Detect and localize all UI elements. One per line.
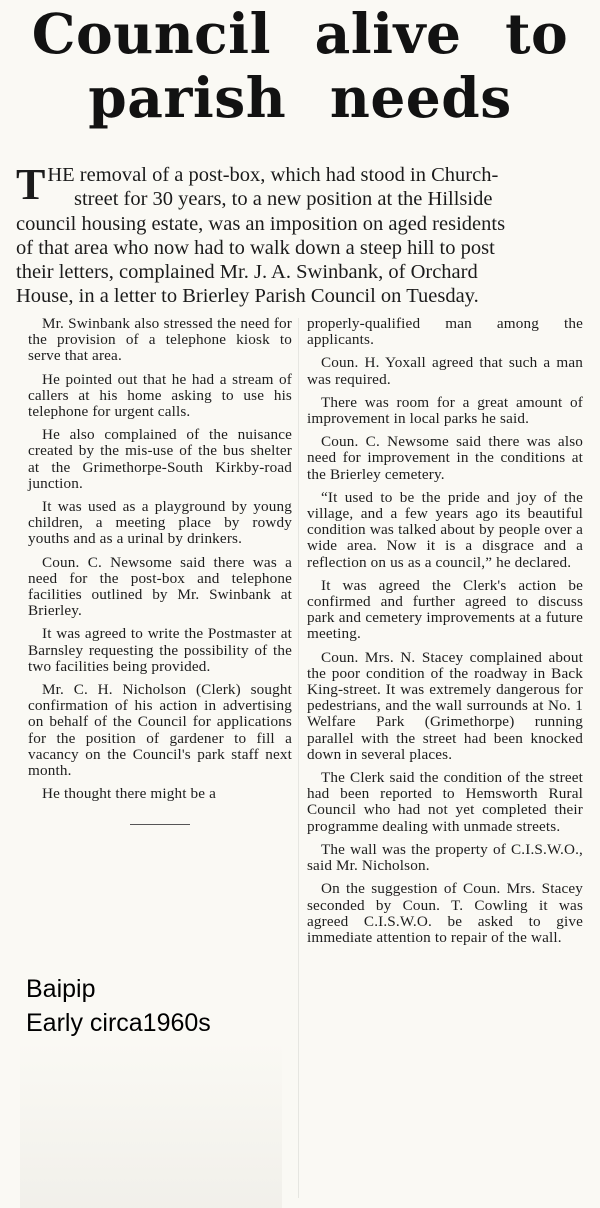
paragraph: The wall was the property of C.I.S.W.O., said Mr. Nicholson.: [307, 840, 583, 875]
lede-line: House, in a letter to Brierley Parish Council on Tuesday.: [16, 285, 479, 308]
paragraph: Coun. H. Yoxall agreed that such a man was required.: [307, 354, 583, 388]
lede-line: their letters, complained Mr. J. A. Swinbank, of Orchard: [16, 261, 478, 284]
paragraph: Coun. Mrs. N. Stacey complained about the poor condition of the roadway in Back King-street. It was extremely dangerous for pedestrians, and the wall surrounds at No. 1 Welfare Park (Grimethorpe) running parallel with the street had been knocked down in several places.: [307, 648, 583, 763]
paragraph: He also complained of the nuisance created by the mis-use of the bus shelter at the Grimethorpe-South Kirkby-road junction.: [28, 426, 292, 492]
caption-line-1: Baipip: [26, 975, 96, 1003]
lede-line: street for 30 years, to a new position at the Hillside: [74, 188, 493, 211]
lede-line: of that area who now had to walk down a steep hill to post: [16, 236, 495, 259]
paragraph: properly-qualified man among the applicants.: [307, 315, 583, 349]
drop-cap: T: [16, 160, 46, 209]
paragraph: Coun. C. Newsome said there was a need for the post-box and telephone facilities outlined by Mr. Swinbank at Brierley.: [28, 553, 292, 620]
paragraph: Mr. C. H. Nicholson (Clerk) sought confirmation of his action in advertising on behalf of the Council for applications for the position of gardener to fill a vacancy on the Council's park staff next month.: [28, 681, 292, 780]
paragraph: It was agreed the Clerk's action be confirmed and further agreed to discuss park and cemetery improvements at a future meeting.: [307, 576, 583, 643]
faded-bleed-area: [20, 1040, 282, 1208]
paragraph: The Clerk said the condition of the street had been reported to Hemsworth Rural Council who had not yet completed their programme dealing with unmade streets.: [307, 769, 583, 835]
paragraph: “It used to be the pride and joy of the village, and a few years ago its beautiful condition was talked about by people over a wide area. Now it is a disgrace and a reflection on us as a council,” he declared.: [307, 488, 583, 571]
lede-paragraph: [16, 160, 588, 309]
end-rule: [130, 824, 190, 825]
paragraph: On the suggestion of Coun. Mrs. Stacey seconded by Coun. T. Cowling it was agreed C.I.S.W.O. be asked to give immediate attention to repair of the wall.: [307, 880, 583, 946]
paragraph: It was agreed to write the Postmaster at Barnsley requesting the possibility of the two facilities being provided.: [28, 625, 292, 675]
paragraph: He pointed out that he had a stream of callers at his home asking to use his telephone for urgent calls.: [28, 370, 292, 421]
headline: [0, 2, 600, 130]
caption-line-2: Early circa1960s: [26, 1009, 211, 1037]
lede-line: HE removal of a post-box, which had stood in Church-: [47, 164, 499, 186]
headline-line-2: parish needs: [88, 65, 512, 130]
paragraph: There was room for a great amount of improvement in local parks he said.: [307, 393, 583, 428]
paragraph: Coun. C. Newsome said there was also need for improvement in the conditions at the Brierley cemetery.: [307, 433, 583, 483]
paragraph: It was used as a playground by young children, a meeting place by rowdy youths and as a urinal by drinkers.: [28, 498, 292, 548]
lede-line: council housing estate, was an imposition on aged residents: [16, 212, 506, 235]
paragraph: He thought there might be a: [42, 785, 217, 803]
paragraph: Mr. Swinbank also stressed the need for the provision of a telephone kiosk to serve that area.: [28, 315, 292, 365]
right-column: [307, 316, 583, 953]
headline-line-1: Council alive to: [31, 1, 569, 66]
column-divider: [298, 318, 299, 1198]
left-column: [28, 316, 292, 825]
overlay-caption: [26, 972, 286, 1040]
